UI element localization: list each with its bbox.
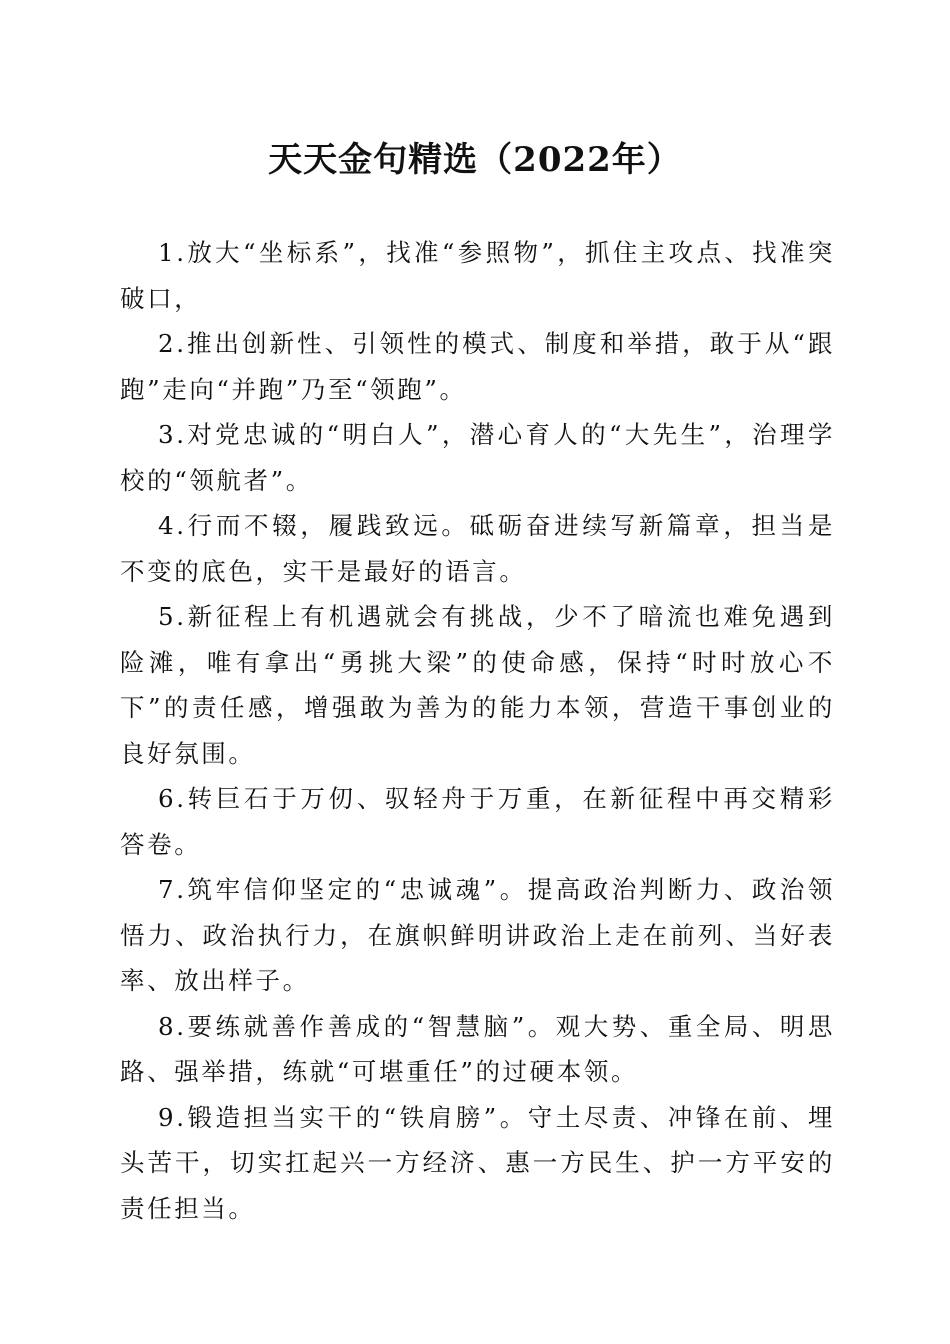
paragraph-6: 6.转巨石于万仞、驭轻舟于万重，在新征程中再交精彩答卷。 — [120, 784, 835, 859]
paragraph-8: 8.要练就善作善成的“智慧脑”。观大势、重全局、明思路、强举措，练就“可堪重任”的过硬本领。 — [120, 1011, 835, 1086]
paragraph-5: 5.新征程上有机遇就会有挑战，少不了暗流也难免遇到险滩，唯有拿出“勇挑大梁”的使命感，保持“时时放心不下”的责任感，增强敢为善为的能力本领，营造干事创业的良好氛围。 — [120, 602, 835, 768]
paragraph-9: 9.锻造担当实干的“铁肩膀”。守土尽责、冲锋在前、埋头苦干，切实扛起兴一方经济、惠一方民生、护一方平安的责任担当。 — [120, 1102, 835, 1223]
paragraph-1: 1.放大“坐标系”，找准“参照物”，抓住主攻点、找准突破口， — [120, 238, 835, 313]
paragraph-2: 2.推出创新性、引领性的模式、制度和举措，敢于从“跟跑”走向“并跑”乃至“领跑”。 — [120, 329, 835, 404]
document-body — [120, 230, 835, 1231]
paragraph-3: 3.对党忠诚的“明白人”，潜心育人的“大先生”，治理学校的“领航者”。 — [120, 420, 835, 495]
paragraph-4: 4.行而不辍，履践致远。砥砺奋进续写新篇章，担当是不变的底色，实干是最好的语言。 — [120, 511, 835, 586]
document-title: 天天金句精选（2022年） — [268, 140, 682, 180]
paragraph-7: 7.筑牢信仰坚定的“忠诚魂”。提高政治判断力、政治领悟力、政治执行力，在旗帜鲜明讲政治上走在前列、当好表率、放出样子。 — [120, 875, 835, 995]
